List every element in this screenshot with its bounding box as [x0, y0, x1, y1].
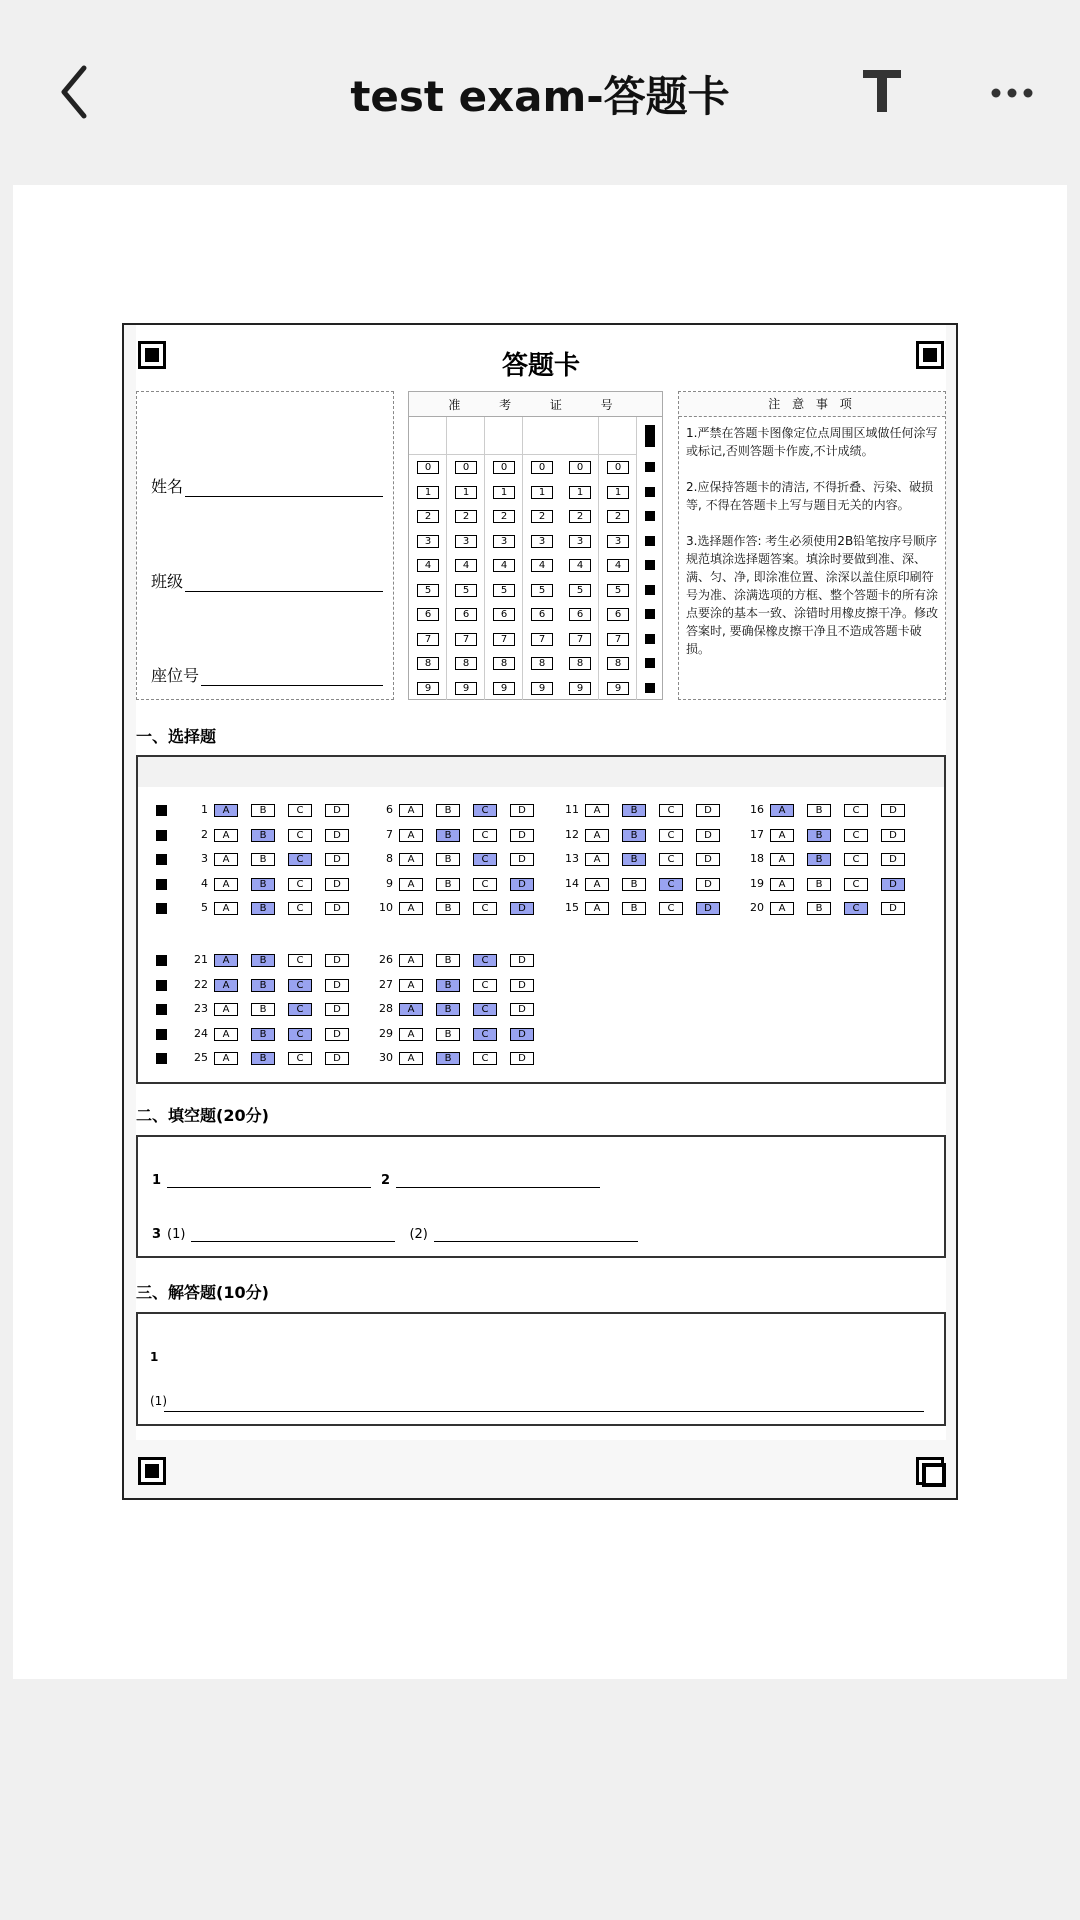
- timing-mark: [156, 805, 167, 816]
- question-number: 3: [201, 852, 208, 865]
- exam-id-input-cell[interactable]: [523, 417, 598, 455]
- option-bubble-a[interactable]: A: [214, 902, 238, 915]
- exam-id-header-char: 考: [499, 397, 512, 412]
- option-bubble-a[interactable]: A: [585, 902, 609, 915]
- timing-mark: [645, 425, 655, 447]
- option-bubble-d[interactable]: D: [325, 1052, 349, 1065]
- option-bubble-c[interactable]: C: [288, 1052, 312, 1065]
- question-number: 16: [750, 803, 764, 816]
- exam-id-digit-bubble[interactable]: 6: [493, 608, 515, 621]
- option-bubble-d[interactable]: D: [881, 829, 905, 842]
- exam-id-header-char: 号: [600, 397, 613, 412]
- option-bubble-b[interactable]: B: [807, 902, 831, 915]
- exam-id-digit-bubble[interactable]: 2: [417, 510, 439, 523]
- class-field[interactable]: [151, 569, 383, 592]
- option-bubble-a[interactable]: A: [214, 979, 238, 992]
- fill-answer-line: [396, 1187, 600, 1188]
- sheet-title: 答题卡: [501, 351, 580, 381]
- exam-id-digit-bubble[interactable]: 1: [607, 486, 629, 499]
- option-bubble-d[interactable]: D: [881, 902, 905, 915]
- exam-id-digit-bubble[interactable]: 4: [455, 559, 477, 572]
- question-number: 1: [201, 803, 208, 816]
- option-bubble-c[interactable]: C: [473, 1028, 497, 1041]
- option-bubble-b[interactable]: B: [251, 829, 275, 842]
- option-bubble-d[interactable]: D: [325, 1028, 349, 1041]
- notice-item: 3.选择题作答: 考生必须使用2B铅笔按序号顺序规范填涂选择题答案。填涂时要做到准、深、满、匀、净, 即涂准位置、涂深以盖住原印刷符号为准、涂满选项的方框、整个答题卡的所有涂点要涂的基本一致、涂错时用橡皮擦干净。修改答案时, 要确保橡皮擦干净且不造成答题卡破损。: [686, 534, 939, 656]
- option-bubble-a[interactable]: A: [585, 878, 609, 891]
- seat-label: 座位号: [151, 666, 200, 685]
- timing-mark: [645, 609, 655, 619]
- exam-id-box: [408, 391, 663, 700]
- fill-answer-line: [167, 1187, 371, 1188]
- option-bubble-c[interactable]: C: [473, 829, 497, 842]
- fill-question-1[interactable]: [152, 1173, 371, 1188]
- option-bubble-d[interactable]: D: [510, 878, 534, 891]
- exam-id-digit-bubble[interactable]: 4: [531, 559, 553, 572]
- exam-id-input-cell[interactable]: [447, 417, 484, 455]
- exam-id-digit-bubble[interactable]: 2: [493, 510, 515, 523]
- notice-item: 2.应保持答题卡的清洁, 不得折叠、污染、破损等, 不得在答题卡上写与题目无关的内容。: [686, 480, 934, 512]
- exam-id-digit-bubble[interactable]: 7: [493, 633, 515, 646]
- option-bubble-c[interactable]: C: [659, 829, 683, 842]
- option-bubble-c[interactable]: C: [288, 853, 312, 866]
- exam-id-digit-bubble[interactable]: 3: [607, 535, 629, 548]
- exam-id-digit-bubble[interactable]: 2: [607, 510, 629, 523]
- exam-id-digit-bubble[interactable]: 9: [417, 682, 439, 695]
- fill-question-number: 2: [381, 1173, 391, 1188]
- student-info-box: [136, 391, 394, 700]
- option-bubble-d[interactable]: D: [325, 979, 349, 992]
- option-bubble-b[interactable]: B: [622, 829, 646, 842]
- timing-mark: [645, 658, 655, 668]
- option-bubble-a[interactable]: A: [399, 878, 423, 891]
- option-bubble-a[interactable]: A: [399, 1028, 423, 1041]
- name-field[interactable]: [151, 474, 383, 497]
- notice-box: [678, 391, 946, 700]
- text-format-icon: [860, 66, 904, 116]
- option-bubble-d[interactable]: D: [881, 804, 905, 817]
- option-bubble-b[interactable]: B: [436, 829, 460, 842]
- question-number: 12: [565, 827, 579, 841]
- exam-id-digit-bubble[interactable]: 5: [417, 584, 439, 597]
- choice-header-band: [138, 757, 944, 787]
- exam-id-digit-bubble[interactable]: 5: [493, 584, 515, 597]
- option-bubble-b[interactable]: B: [622, 902, 646, 915]
- option-bubble-a[interactable]: A: [585, 804, 609, 817]
- option-bubble-c[interactable]: C: [844, 853, 868, 866]
- name-label: 姓名: [151, 477, 184, 496]
- option-bubble-a[interactable]: A: [770, 902, 794, 915]
- exam-id-digit-bubble[interactable]: 6: [569, 608, 591, 621]
- option-bubble-b[interactable]: B: [251, 1028, 275, 1041]
- timing-mark: [645, 487, 655, 497]
- exam-id-digit-bubble[interactable]: 8: [607, 657, 629, 670]
- option-bubble-c[interactable]: C: [473, 979, 497, 992]
- fill-answer-box: [136, 1135, 946, 1258]
- option-bubble-d[interactable]: D: [325, 954, 349, 967]
- option-bubble-d[interactable]: D: [696, 829, 720, 842]
- exam-id-digit-bubble[interactable]: 9: [531, 682, 553, 695]
- option-bubble-a[interactable]: A: [214, 1052, 238, 1065]
- exam-id-digit-bubble[interactable]: 7: [417, 633, 439, 646]
- exam-id-digit-bubble[interactable]: 4: [493, 559, 515, 572]
- exam-id-digit-bubble[interactable]: 9: [569, 682, 591, 695]
- fill-question-3[interactable]: [152, 1227, 638, 1242]
- notice-item: 1.严禁在答题卡图像定位点周围区域做任何涂写或标记,否则答题卡作废,不计成绩。: [686, 426, 938, 458]
- timing-mark: [156, 903, 167, 914]
- option-bubble-b[interactable]: B: [436, 878, 460, 891]
- question-number: 22: [194, 977, 208, 991]
- fill-answer-line: [191, 1241, 395, 1242]
- question-number: 4: [201, 876, 208, 890]
- option-bubble-b[interactable]: B: [251, 878, 275, 891]
- question-number: 29: [379, 1026, 393, 1040]
- option-bubble-b[interactable]: B: [807, 804, 831, 817]
- timing-mark: [156, 1029, 167, 1040]
- exam-id-input-cell[interactable]: [409, 417, 446, 455]
- class-line: [185, 591, 383, 592]
- option-bubble-c[interactable]: C: [844, 829, 868, 842]
- question-number: 8: [386, 852, 393, 865]
- option-bubble-c[interactable]: C: [288, 979, 312, 992]
- exam-id-digit-bubble[interactable]: 6: [531, 608, 553, 621]
- question-number: 5: [201, 901, 208, 914]
- question-number: 24: [194, 1026, 208, 1040]
- option-bubble-b[interactable]: B: [807, 853, 831, 866]
- option-bubble-a[interactable]: A: [399, 1052, 423, 1065]
- timing-mark: [156, 980, 167, 991]
- exam-id-digit-bubble[interactable]: 5: [455, 584, 477, 597]
- option-bubble-a[interactable]: A: [770, 853, 794, 866]
- question-number: 11: [565, 803, 579, 816]
- exam-id-digit-bubble[interactable]: 7: [569, 633, 591, 646]
- exam-id-digit-bubble[interactable]: 1: [455, 486, 477, 499]
- exam-id-digit-bubble[interactable]: 9: [493, 682, 515, 695]
- fill-question-number: 1: [152, 1173, 162, 1188]
- exam-id-digit-bubble[interactable]: 8: [569, 657, 591, 670]
- option-bubble-c[interactable]: C: [473, 902, 497, 915]
- option-bubble-a[interactable]: A: [399, 979, 423, 992]
- question-number: 7: [386, 827, 393, 841]
- option-bubble-c[interactable]: C: [659, 804, 683, 817]
- option-bubble-b[interactable]: B: [251, 853, 275, 866]
- option-bubble-c[interactable]: C: [288, 1028, 312, 1041]
- notice-title: 注 意 事 项: [679, 392, 945, 417]
- timing-mark: [645, 634, 655, 644]
- option-bubble-d[interactable]: D: [510, 829, 534, 842]
- class-label: 班级: [151, 572, 184, 591]
- seat-line: [201, 685, 383, 686]
- option-bubble-b[interactable]: B: [436, 902, 460, 915]
- fill-section-title: 二、填空题(20分): [136, 1106, 269, 1125]
- exam-id-digit-bubble[interactable]: 7: [455, 633, 477, 646]
- option-bubble-d[interactable]: D: [325, 804, 349, 817]
- option-bubble-d[interactable]: D: [510, 1028, 534, 1041]
- timing-mark: [156, 955, 167, 966]
- option-bubble-d[interactable]: D: [510, 979, 534, 992]
- option-bubble-c[interactable]: C: [288, 804, 312, 817]
- option-bubble-c[interactable]: C: [473, 1052, 497, 1065]
- seat-field[interactable]: [151, 663, 383, 686]
- option-bubble-a[interactable]: A: [214, 1003, 238, 1016]
- option-bubble-b[interactable]: B: [436, 804, 460, 817]
- exam-id-digit-bubble[interactable]: 3: [531, 535, 553, 548]
- question-number: 20: [750, 901, 764, 914]
- timing-mark: [156, 854, 167, 865]
- essay-answer-line: [164, 1411, 924, 1412]
- option-bubble-c[interactable]: C: [288, 1003, 312, 1016]
- exam-id-digit-bubble[interactable]: 0: [607, 461, 629, 474]
- timing-mark: [156, 1004, 167, 1015]
- option-bubble-b[interactable]: B: [622, 878, 646, 891]
- exam-id-digit-bubble[interactable]: 9: [455, 682, 477, 695]
- option-bubble-a[interactable]: A: [770, 829, 794, 842]
- option-bubble-b[interactable]: B: [251, 902, 275, 915]
- exam-id-digit-bubble[interactable]: 8: [455, 657, 477, 670]
- exam-id-digit-bubble[interactable]: 0: [531, 461, 553, 474]
- exam-id-digit-bubble[interactable]: 4: [569, 559, 591, 572]
- option-bubble-d[interactable]: D: [881, 853, 905, 866]
- option-bubble-a[interactable]: A: [770, 878, 794, 891]
- question-number: 26: [379, 953, 393, 966]
- option-bubble-c[interactable]: C: [659, 853, 683, 866]
- exam-id-header-char: 证: [549, 397, 562, 412]
- option-bubble-a[interactable]: A: [214, 804, 238, 817]
- option-bubble-c[interactable]: C: [844, 878, 868, 891]
- option-bubble-c[interactable]: C: [473, 878, 497, 891]
- more-icon: [990, 82, 1034, 104]
- option-bubble-b[interactable]: B: [807, 829, 831, 842]
- option-bubble-d[interactable]: D: [325, 1003, 349, 1016]
- page-title: test exam-答题卡: [350, 72, 730, 121]
- option-bubble-c[interactable]: C: [473, 853, 497, 866]
- exam-id-digit-bubble[interactable]: 1: [417, 486, 439, 499]
- option-bubble-d[interactable]: D: [325, 878, 349, 891]
- exam-id-digit-bubble[interactable]: 0: [417, 461, 439, 474]
- option-bubble-b[interactable]: B: [436, 979, 460, 992]
- option-bubble-d[interactable]: D: [696, 804, 720, 817]
- option-bubble-a[interactable]: A: [585, 853, 609, 866]
- timing-mark: [645, 585, 655, 595]
- option-bubble-c[interactable]: C: [473, 804, 497, 817]
- more-button[interactable]: [990, 82, 1034, 104]
- option-bubble-a[interactable]: A: [399, 1003, 423, 1016]
- option-bubble-a[interactable]: A: [399, 902, 423, 915]
- exam-id-digit-bubble[interactable]: 3: [417, 535, 439, 548]
- exam-id-digit-bubble[interactable]: 6: [607, 608, 629, 621]
- exam-id-digit-bubble[interactable]: 2: [569, 510, 591, 523]
- option-bubble-a[interactable]: A: [214, 878, 238, 891]
- question-number: 18: [750, 852, 764, 865]
- option-bubble-c[interactable]: C: [844, 902, 868, 915]
- question-number: 10: [379, 901, 393, 914]
- question-number: 14: [565, 876, 579, 890]
- document-page: [13, 185, 1067, 1679]
- question-number: 17: [750, 827, 764, 841]
- option-bubble-d[interactable]: D: [510, 1052, 534, 1065]
- exam-id-digit-bubble[interactable]: 1: [493, 486, 515, 499]
- exam-id-digit-bubble[interactable]: 8: [531, 657, 553, 670]
- anchor-mark-bottom-right: [916, 1457, 944, 1485]
- timing-mark: [645, 462, 655, 472]
- exam-id-digit-bubble[interactable]: 5: [531, 584, 553, 597]
- timing-mark: [156, 1053, 167, 1064]
- option-bubble-c[interactable]: C: [288, 829, 312, 842]
- option-bubble-a[interactable]: A: [214, 954, 238, 967]
- essay-question-number: 1: [150, 1350, 159, 1364]
- question-number: 9: [386, 876, 393, 890]
- exam-id-header: [409, 392, 662, 417]
- option-bubble-a[interactable]: A: [585, 829, 609, 842]
- exam-id-digit-bubble[interactable]: 0: [455, 461, 477, 474]
- option-bubble-d[interactable]: D: [696, 878, 720, 891]
- option-bubble-d[interactable]: D: [510, 902, 534, 915]
- text-format-button[interactable]: [860, 66, 904, 116]
- option-bubble-a[interactable]: A: [399, 829, 423, 842]
- exam-id-digit-bubble[interactable]: 4: [417, 559, 439, 572]
- fill-sub-label: (2): [409, 1227, 428, 1242]
- name-line: [185, 496, 383, 497]
- essay-sub-label: (1): [150, 1394, 167, 1408]
- timing-mark: [645, 536, 655, 546]
- option-bubble-b[interactable]: B: [807, 878, 831, 891]
- exam-id-digit-bubble[interactable]: 4: [607, 559, 629, 572]
- question-number: 28: [379, 1002, 393, 1015]
- exam-id-digit-bubble[interactable]: 8: [493, 657, 515, 670]
- top-app-bar: [0, 0, 1080, 185]
- option-bubble-d[interactable]: D: [696, 853, 720, 866]
- option-bubble-c[interactable]: C: [473, 954, 497, 967]
- question-number: 13: [565, 852, 579, 865]
- option-bubble-c[interactable]: C: [659, 902, 683, 915]
- anchor-mark-bottom-left: [138, 1457, 166, 1485]
- notice-text: [686, 424, 942, 676]
- timing-mark: [645, 683, 655, 693]
- exam-id-digit-bubble[interactable]: 3: [569, 535, 591, 548]
- option-bubble-a[interactable]: A: [399, 954, 423, 967]
- option-bubble-a[interactable]: A: [770, 804, 794, 817]
- fill-question-2[interactable]: [381, 1173, 600, 1188]
- exam-id-digit-bubble[interactable]: 1: [569, 486, 591, 499]
- option-bubble-b[interactable]: B: [251, 1052, 275, 1065]
- option-bubble-d[interactable]: D: [510, 954, 534, 967]
- option-bubble-d[interactable]: D: [881, 878, 905, 891]
- exam-id-input-cell[interactable]: [485, 417, 522, 455]
- exam-id-digit-bubble[interactable]: 6: [417, 608, 439, 621]
- option-bubble-b[interactable]: B: [436, 1028, 460, 1041]
- question-number: 25: [194, 1051, 208, 1064]
- option-bubble-c[interactable]: C: [288, 954, 312, 967]
- choice-section-title: 一、选择题: [136, 727, 217, 746]
- exam-id-digit-bubble[interactable]: 5: [569, 584, 591, 597]
- option-bubble-b[interactable]: B: [436, 853, 460, 866]
- exam-id-digit-bubble[interactable]: 0: [569, 461, 591, 474]
- fill-question-number: 3: [152, 1227, 162, 1242]
- option-bubble-b[interactable]: B: [251, 979, 275, 992]
- question-number: 27: [379, 977, 393, 991]
- option-bubble-c[interactable]: C: [288, 902, 312, 915]
- option-bubble-c[interactable]: C: [659, 878, 683, 891]
- option-bubble-b[interactable]: B: [622, 804, 646, 817]
- exam-id-digit-bubble[interactable]: 2: [531, 510, 553, 523]
- question-number: 21: [194, 953, 208, 966]
- option-bubble-d[interactable]: D: [510, 853, 534, 866]
- exam-id-digit-bubble[interactable]: 6: [455, 608, 477, 621]
- timing-mark: [156, 830, 167, 841]
- option-bubble-b[interactable]: B: [251, 1003, 275, 1016]
- option-bubble-a[interactable]: A: [214, 853, 238, 866]
- option-bubble-b[interactable]: B: [436, 1052, 460, 1065]
- timing-mark: [645, 560, 655, 570]
- option-bubble-d[interactable]: D: [696, 902, 720, 915]
- question-number: 23: [194, 1002, 208, 1015]
- question-number: 19: [750, 876, 764, 890]
- option-bubble-b[interactable]: B: [622, 853, 646, 866]
- option-bubble-a[interactable]: A: [214, 1028, 238, 1041]
- option-bubble-d[interactable]: D: [325, 902, 349, 915]
- exam-id-digit-bubble[interactable]: 0: [493, 461, 515, 474]
- exam-id-input-cell[interactable]: [599, 417, 636, 455]
- exam-id-digit-bubble[interactable]: 3: [493, 535, 515, 548]
- option-bubble-a[interactable]: A: [399, 804, 423, 817]
- option-bubble-d[interactable]: D: [510, 804, 534, 817]
- timing-mark: [156, 879, 167, 890]
- option-bubble-a[interactable]: A: [399, 853, 423, 866]
- exam-id-header-char: 准: [448, 397, 461, 412]
- exam-id-digit-bubble[interactable]: 7: [607, 633, 629, 646]
- fill-answer-line: [434, 1241, 638, 1242]
- exam-id-digit-bubble[interactable]: 8: [417, 657, 439, 670]
- option-bubble-c[interactable]: C: [473, 1003, 497, 1016]
- option-bubble-d[interactable]: D: [325, 853, 349, 866]
- exam-id-digit-bubble[interactable]: 3: [455, 535, 477, 548]
- exam-id-digit-bubble[interactable]: 1: [531, 486, 553, 499]
- exam-id-digit-bubble[interactable]: 5: [607, 584, 629, 597]
- option-bubble-b[interactable]: B: [436, 1003, 460, 1016]
- option-bubble-b[interactable]: B: [251, 804, 275, 817]
- question-number: 15: [565, 901, 579, 914]
- option-bubble-b[interactable]: B: [251, 954, 275, 967]
- exam-id-digit-bubble[interactable]: 7: [531, 633, 553, 646]
- answer-sheet-body: [136, 325, 946, 1440]
- question-number: 6: [386, 803, 393, 816]
- option-bubble-c[interactable]: C: [844, 804, 868, 817]
- option-bubble-b[interactable]: B: [436, 954, 460, 967]
- timing-mark: [645, 511, 655, 521]
- exam-id-digit-bubble[interactable]: 2: [455, 510, 477, 523]
- option-bubble-c[interactable]: C: [288, 878, 312, 891]
- option-bubble-d[interactable]: D: [325, 829, 349, 842]
- question-number: 30: [379, 1051, 393, 1064]
- question-number: 2: [201, 827, 208, 841]
- fill-sub-label: (1): [167, 1227, 186, 1242]
- essay-answer-box[interactable]: [136, 1312, 946, 1426]
- essay-section-title: 三、解答题(10分): [136, 1283, 269, 1302]
- option-bubble-d[interactable]: D: [510, 1003, 534, 1016]
- choice-answer-box: [136, 755, 946, 1084]
- option-bubble-a[interactable]: A: [214, 829, 238, 842]
- answer-sheet: [122, 323, 958, 1500]
- exam-id-digit-bubble[interactable]: 9: [607, 682, 629, 695]
